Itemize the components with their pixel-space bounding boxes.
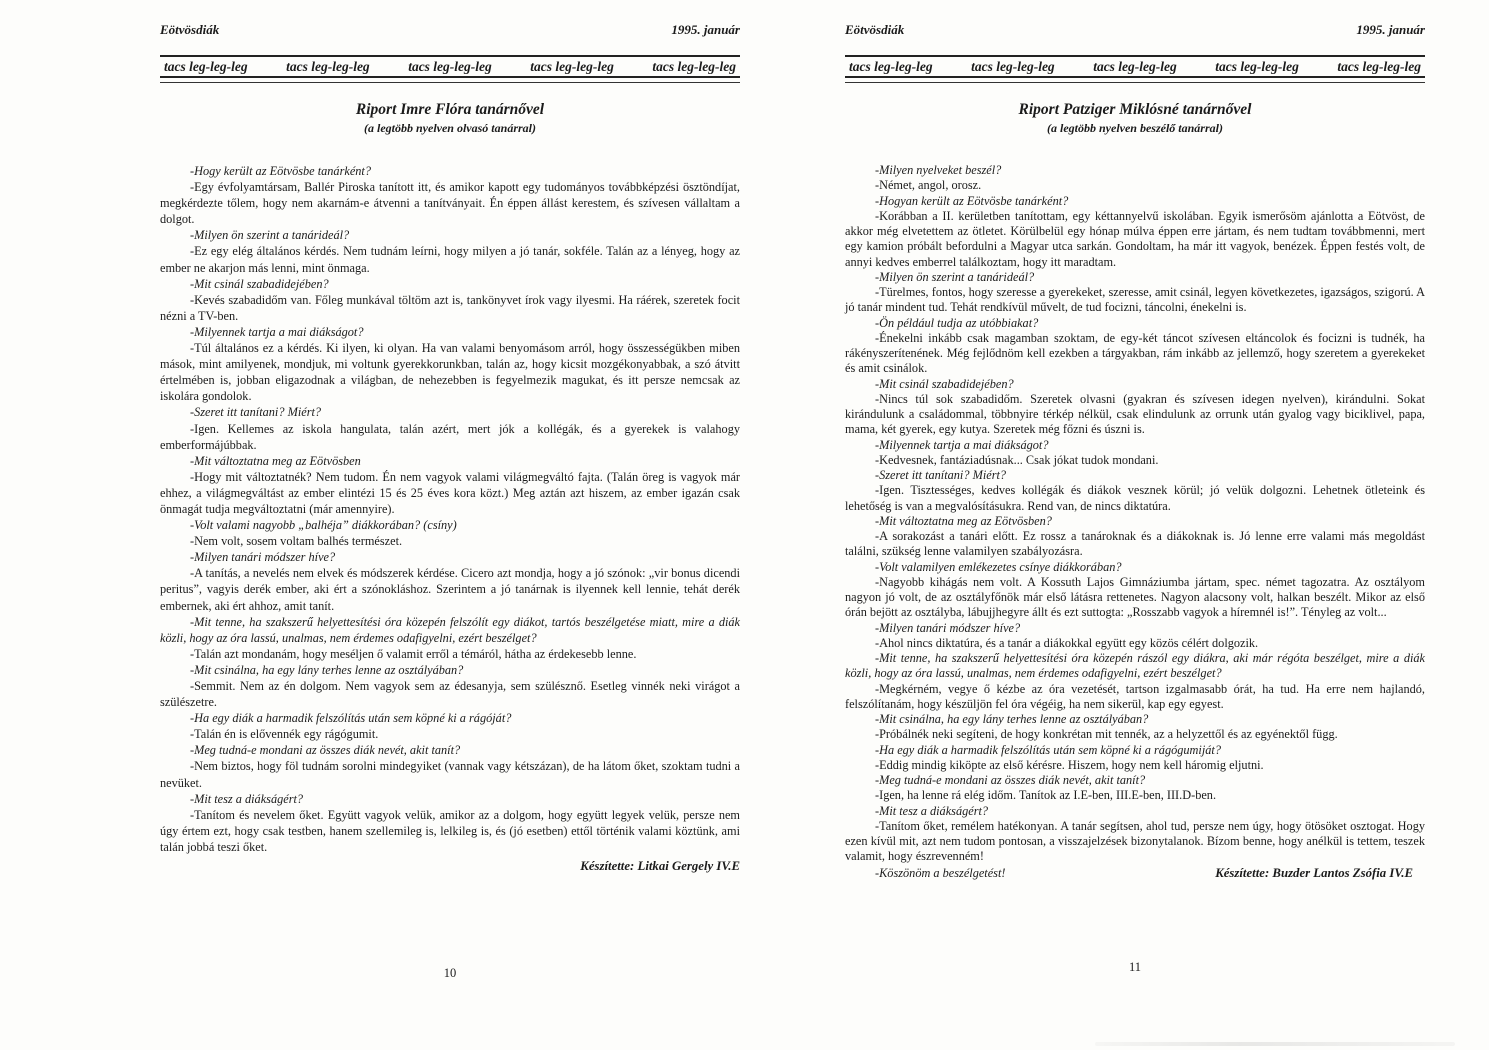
interview-question: -Mit csinál szabadidejében? [190, 276, 329, 291]
interview-question: -Milyen tanári módszer híve? [875, 620, 1021, 635]
article-title: Riport Imre Flóra tanárnővel [355, 101, 545, 118]
interview-question: -Milyennek tartja a mai diákságot? [190, 324, 364, 339]
interview-answer: -Igen. Kellemes az iskola hangulata, talán azért, mert jók a kollégák, és a gyerekek is valahogy emberformájúbbak. [160, 421, 740, 452]
interview-question: -Szeret itt tanítani? Miért? [875, 468, 1007, 482]
interview-question: -Mit csinál szabadidejében? [875, 376, 1014, 391]
interview-answer: -A tanítás, a nevelés nem elvek és módszerek kérdése. Cicero azt mondja, hogy a jó szónok: „vir bonus dicendi peritus”, vagyis derék ember, aki ért a szónokláshoz. Szerintem a jó tanárnak is ilyennek kell lennie, tehát derék embernek, aki ért ahhoz, amit tanít. [160, 566, 740, 613]
tacs-strip-item: tacs leg-leg-leg [530, 59, 614, 74]
interview-question: -Mit csinálna, ha egy lány terhes lenne az osztályában? [190, 662, 464, 677]
interview-question: -Milyen ön szerint a tanárideál? [190, 228, 350, 243]
interview-answer: -Énekelni inkább csak magamban szoktam, de egy-két táncot szívesen eltáncolok és focizni is tudnék, ha rákényszerítenének. Még fejlődnöm kell ezekben a tárgyakban, rám inkább az jellemző, hogy szeretem a gyerekeket és amit csinálok. [845, 330, 1425, 376]
tacs-strip-item: tacs leg-leg-leg [652, 59, 736, 74]
tacs-strip [845, 55, 1425, 78]
tacs-strip-item: tacs leg-leg-leg [1093, 59, 1177, 74]
interview-answer: -Igen. Tisztességes, kedves kollégák és diákok vesznek körül; jó velük dolgozni. Lehetnek ötleteink és lehetőség is van a megvalósításukra. Rend van, de nincs diktatúra. [845, 483, 1425, 513]
interview-answer: -Tanítom és nevelem őket. Együtt vagyok velük, amikor az a dolgom, hogy együtt legyek velük, persze nem úgy értem ezt, hogy csak testben, hanem szellemileg is, lelkileg is, és (jó esetben) ettől történik valami köztünk, ami talán jobbá teszi őket. [160, 807, 740, 854]
tacs-strip [160, 55, 740, 78]
page-header [845, 0, 1425, 38]
interview-question: -Mit változtatna meg az Eötvösben [190, 453, 361, 468]
interview-question: -Meg tudná-e mondani az összes diák nevét, akit tanít? [190, 743, 461, 758]
interview-question: -Hogy került az Eötvösbe tanárként? [190, 164, 371, 178]
interview-answer: -Semmit. Nem az én dolgom. Nem vagyok sem az édesanyja, sem szülésznő. Esetleg vinnék neki virágot a szülészetre. [160, 679, 740, 710]
tacs-strip-item: tacs leg-leg-leg [164, 59, 248, 74]
interview-question: -Volt valami nagyobb „balhéja” diákkorában? (csíny) [190, 518, 457, 533]
interview-question: -Mit tenne, ha szakszerű helyettesítési óra közepén felszólít egy diákot, tartós beszélgetése miatt, mire a diák közli, hogy az óra lassú, unalmas, nem érdemes odafigyelni, ezért beszélget? [160, 614, 740, 645]
article-body [845, 163, 1425, 881]
interview-answer: -Megkérném, vegye ő kézbe az óra vezetését, tartson izgalmasabb órát, ha tud. Ha erre nem hajlandó, felszólítanám, hogy készüljön fel óra végéig, ha nem sikerül, kap egy egyest. [845, 681, 1425, 711]
article-subtitle: (a legtöbb nyelven beszélő tanárral) [1047, 121, 1223, 135]
interview-answer: -Talán azt mondanám, hogy meséljen ő valamit erről a témáról, hátha az érdekesebb lenne. [190, 646, 637, 661]
interview-question: -Milyen nyelveket beszél? [875, 163, 1002, 177]
article-subtitle: (a legtöbb nyelven olvasó tanárral) [364, 121, 536, 135]
interview-question: -Ön például tudja az utóbbiakat? [875, 315, 1039, 330]
interview-answer: -Nem biztos, hogy föl tudnám sorolni mindegyiket (vannak vagy kétszázan), de ha látom őket, szoktam tudni a nevüket. [160, 759, 740, 790]
interview-answer: -Kevés szabadidőm van. Főleg munkával töltöm azt is, tankönyvet írok vagy ilyesmi. Ha ráérek, szeretek focit nézni a TV-ben. [160, 292, 740, 323]
tacs-strip-item: tacs leg-leg-leg [1337, 59, 1421, 74]
interview-answer: -Eddig mindig kiköpte az első kérésre. Hiszem, hogy nem kell háromig eljutni. [875, 757, 1264, 772]
interview-question: -Volt valamilyen emlékezetes csínye diákkorában? [875, 559, 1122, 574]
masthead: Eötvösdiák [845, 22, 905, 37]
interview-question: -Milyen ön szerint a tanárideál? [875, 269, 1035, 284]
page-header [160, 0, 740, 38]
tacs-strip-item: tacs leg-leg-leg [408, 59, 492, 74]
article-title: Riport Patziger Miklósné tanárnővel [1018, 101, 1252, 118]
interview-answer: -A sorakozást a tanári előtt. Ez rossz a tanároknak és a diákoknak is. Jó lenne erre valami más megoldást találni, szükség lenne valamilyen szabályozásra. [845, 529, 1425, 559]
interview-question: -Ha egy diák a harmadik felszólítás után sem köpné ki a rágógumiját? [875, 742, 1221, 757]
interview-answer: -Igen, ha lenne rá elég időm. Tanítok az I.E-ben, III.E-ben, III.D-ben. [875, 788, 1217, 803]
interview-question: -Hogyan került az Eötvösbe tanárként? [875, 193, 1069, 208]
tacs-strip-item: tacs leg-leg-leg [286, 59, 370, 74]
interview-answer: -Tanítom őket, remélem hatékonyan. A tanár segítsen, ahol tud, persze nem úgy, hogy ötösöket osztogat. Hogy ezen kívül mit, azt nem tudom pontosan, a visszajelzések bizonytalanok. Bízom benne, hogy anélkül is tettem, teszek valamit, hogy észrevenném! [845, 818, 1425, 864]
interview-answer: -Türelmes, fontos, hogy szeresse a gyerekeket, szeresse, amit csinál, legyen következetes, igazságos, szigorú. A jó tanár mindent tud. Tehát rendkívül művelt, de tud focizni, táncolni, énekelni is. [845, 285, 1425, 315]
interview-question: -Milyen tanári módszer híve? [190, 550, 336, 565]
interview-answer: -Nem volt, sosem voltam balhés természet. [190, 534, 403, 549]
interview-question: -Milyennek tartja a mai diákságot? [875, 437, 1049, 452]
page-number: 10 [443, 966, 457, 980]
issue-date: 1995. január [671, 22, 740, 37]
tacs-strip-item: tacs leg-leg-leg [849, 59, 933, 74]
interview-answer: -Egy évfolyamtársam, Ballér Piroska tanított itt, és amikor kapott egy tudományos továbbképzési ösztöndíjat, megkérdezte tőlem, hogy nem akarnám-e átvenni a tanítványait. Én éppen állást kerestem, és szívesen vállaltam a dolgot. [160, 180, 740, 227]
interview-question: -Köszönöm a beszélgetést! [875, 865, 1006, 880]
interview-answer: -Kedvesnek, fantáziadúsnak... Csak jókat tudok mondani. [875, 452, 1159, 467]
interview-answer: -Korábban a II. kerületben tanítottam, egy kéttannyelvű iskolában. Egyik ismerősöm ajánlotta a Eötvöst, de akkor még elvetettem az ötletet. Körülbelül egy hónap múlva éppen erre jártam, és nem tudtam továbbmenni, mert egy kamion próbált befordulni a Magyar utca sarkán. Gondoltam, ha már itt vagyok, benézek. Éppen festés volt, de annyi kedves emberrel találkoztam, hogy itt maradtam. [845, 208, 1425, 269]
interview-answer: -Talán én is elővennék egy rágógumit. [190, 727, 379, 742]
interview-answer: -Próbálnék neki segíteni, de hogy konkrétan mit tennék, az a helyzettől és az egyénektől függ. [875, 727, 1338, 742]
author-credit: Készítette: Buzder Lantos Zsófia IV.E [1215, 865, 1413, 880]
right-page [845, 0, 1425, 1050]
interview-question: -Mit csinálna, ha egy lány terhes lenne az osztályában? [875, 712, 1149, 726]
interview-answer: -Hogy mit változtatnék? Nem tudom. Én nem vagyok valami világmegváltó fajta. (Talán öreg is vagyok már ehhez, a világmegváltást az ember elintézi 15 és 25 éves kora közt.) Meg aztán azt hiszem, az ember igazán csak önmagát tudja megváltoztatni (már amennyire). [160, 469, 740, 516]
tacs-strip-item: tacs leg-leg-leg [971, 59, 1055, 74]
tacs-strip-item: tacs leg-leg-leg [1215, 59, 1299, 74]
interview-answer: -Ahol nincs diktatúra, és a tanár a diákokkal együtt egy közös célért dolgozik. [875, 635, 1259, 650]
interview-answer: -Ez egy elég általános kérdés. Nem tudnám leírni, hogy milyen a jó tanár, sokféle. Talán az a lényeg, hogy az ember ne akarjon más lenni, mint önmaga. [160, 244, 740, 275]
interview-question: -Mit tesz a diákságért? [875, 803, 989, 818]
interview-question: -Mit változtatna meg az Eötvösben? [875, 513, 1052, 528]
author-credit: Készítette: Litkai Gergely IV.E [580, 859, 740, 874]
interview-question: -Mit tesz a diákságért? [190, 791, 304, 806]
interview-question: -Mit tenne, ha szakszerű helyettesítési óra közepén rászól egy diákra, aki már régóta beszélget, mire a diák közli, hogy az óra lassú, unalmas, nem érdemes odafigyelni, ezért beszélget? [845, 651, 1425, 681]
issue-date: 1995. január [1356, 22, 1425, 37]
masthead: Eötvösdiák [160, 22, 220, 37]
interview-question: -Szeret itt tanítani? Miért? [190, 405, 322, 420]
interview-answer: -Túl általános ez a kérdés. Ki ilyen, ki olyan. Ha van valami benyomásom arról, hogy összességükben miben mások, mint amilyenek, mondjuk, mi voltunk gyerekkorunkban, talán az, hogy kicsit mozgékonyabbak, a szó átvitt értelmében is, jobban eligazodnak a világban, de nehezebben is fegyelmezik magukat, és itt persze nemcsak az iskolára gondolok. [160, 341, 740, 404]
page-number: 11 [1128, 960, 1142, 974]
interview-answer: -Német, angol, orosz. [875, 178, 982, 193]
article-body [160, 163, 740, 874]
closing-line [845, 866, 1425, 881]
interview-answer: -Nagyobb kihágás nem volt. A Kossuth Lajos Gimnáziumba jártam, spec. német tagozatra. Az osztályom nagyon jó volt, de az osztályfőnök már első látásra rettenetes. Nagyon alacsony volt, halkan beszélt. Mikor az első órán bejött az osztályba, lábujjhegyre állt és ezt suttogta: „Rosszabb vagyok a híremnél is!”. Tényleg az volt... [845, 574, 1425, 620]
left-page [160, 0, 740, 1050]
interview-question: -Meg tudná-e mondani az összes diák nevét, akit tanít? [875, 773, 1146, 787]
interview-answer: -Nincs túl sok szabadidőm. Szeretek olvasni (gyakran és szívesen idegen nyelven), kirándulni. Sokat kirándulunk a családommal, többnyire térkép nélkül, csak elindulunk az orrunk után gyalog vagy biciklivel, papa, mama, két gyerek, egy kutya. Szeretek még főzni és úszni is. [845, 391, 1425, 437]
interview-question: -Ha egy diák a harmadik felszólítás után sem köpné ki a rágóját? [190, 711, 512, 726]
